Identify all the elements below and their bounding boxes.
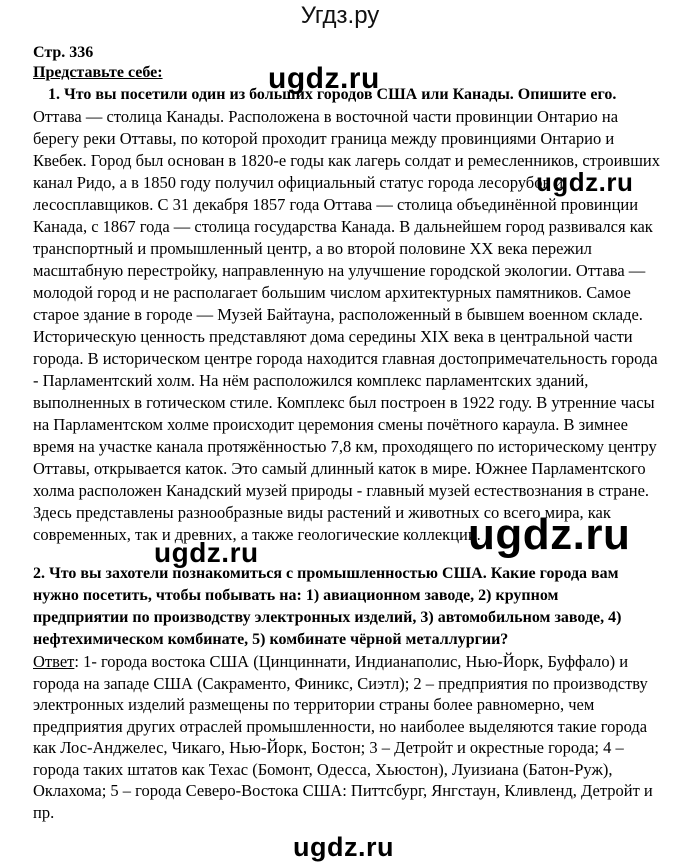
text-line: города таких штатов как Техас (Бомонт, Одесса, Хьюстон), Луизиана (Батон-Руж),: [33, 759, 613, 779]
question-line: предприятии по производству электронных изделий, 3) автомобильном заводе, 4): [33, 609, 622, 626]
watermark: ugdz.ru: [154, 537, 259, 568]
text-line: Оттава — столица Канады. Расположена в восточной части провинции Онтарио на: [33, 107, 619, 126]
text-line: города. В историческом центре города находится главная достопримечательность города: [33, 349, 658, 368]
text-line: выполненных в готическом стиле. Комплекс был построен в 1922 году. В утренние часы: [33, 393, 655, 412]
watermark: ugdz.ru: [268, 62, 380, 95]
text-line: старое здание в городе — Музей Байтауна, расположенный в бывшем военном складе.: [33, 305, 643, 324]
text-line: молодой город и не располагает большим числом архитектурных памятников. Самое: [33, 283, 631, 302]
text-line: на Парламентском холме происходит церемония смены почётного караула. В зимнее: [33, 415, 628, 434]
text-line: города на западе США (Сакраменто, Финикс, Сиэтл); 2 – предприятия по производству: [33, 673, 648, 693]
text-line: Оттавы, открывается каток. Это самый длинный каток в мире. Южнее Парламентского: [33, 459, 646, 478]
watermark: ugdz.ru: [468, 510, 631, 559]
text-line: Квебек. Город был основан в 1820-е годы как лагерь солдат и ремесленников, строивших: [33, 151, 660, 170]
answer-label: Ответ: [33, 652, 75, 671]
text-line: Канада, с 1867 года — столица государства Канада. В дальнейшем город развивался как: [33, 217, 653, 236]
text-line: транспортный и промышленный центр, а во второй половине XX века пережил: [33, 239, 592, 258]
text-line: лесосплавщиков. С 31 декабря 1857 года Оттава — столица объединённой провинции: [33, 195, 639, 214]
question-1: 1. Что вы посетили один из больших городов США или Канады. Опишите его.: [48, 86, 617, 103]
text-line: Историческую ценность представляют дома середины XIX века в центральной части: [33, 327, 633, 346]
section-heading: Представьте себе:: [33, 64, 163, 81]
text-line: современных, так и древних, а также геологические коллекции.: [33, 525, 481, 544]
text-line: Оклахома; 5 – города Северо-Востока США: Питтсбург, Янгстаун, Кливленд, Детройт и: [33, 781, 653, 800]
question-2: [33, 563, 621, 651]
answer-2-text: [33, 651, 653, 823]
question-line: 2. Что вы захотели познакомиться с промышленностью США. Какие города вам: [33, 565, 619, 582]
text-line: - Парламентский холм. На нём расположился комплекс парламентских зданий,: [33, 371, 589, 390]
text-line: [33, 651, 653, 673]
answer-first-line: : 1- города востока США (Цинциннати, Индианаполис, Нью-Йорк, Буффало) и: [74, 652, 629, 671]
text-line: берегу реки Оттавы, по которой проходит граница между провинциями Онтарио и: [33, 129, 615, 148]
text-line: масштабную перестройку, направленную на улучшение городской экологии. Оттава —: [33, 261, 646, 280]
text-line: холма расположен Канадский музей природы - главный музей естествознания в стране.: [33, 481, 650, 500]
text-line: электронных изделий размещены по территории страны более равномерно, чем: [33, 695, 595, 714]
page-label: Стр. 336: [33, 44, 94, 61]
question-line: нужно посетить, чтобы побывать на: 1) авиационном заводе, 2) крупном: [33, 587, 559, 604]
watermark: ugdz.ru: [293, 832, 394, 862]
text-line: пр.: [33, 802, 55, 822]
text-line: Здесь представлены разнообразные виды растений и животных со всего мира, как: [33, 503, 611, 522]
watermark: ugdz.ru: [536, 167, 634, 197]
text-line: предприятия других отраслей промышленности, но наиболее выделяются такие города: [33, 716, 648, 736]
question-line: нефтехимическом комбинате, 5) комбинате чёрной металлургии?: [33, 631, 509, 648]
site-title: Угдз.ру: [300, 2, 380, 29]
text-line: как Лос-Анджелес, Чикаго, Нью-Йорк, Бостон; 3 – Детройт и окрестные города; 4 –: [33, 738, 624, 757]
text-line: время на участке канала протяжённостью 7,8 км, проходящего по историческому центру: [33, 437, 657, 456]
text-line: канал Ридо, а в 1850 году получил официальный статус города лесорубов и: [33, 173, 564, 192]
